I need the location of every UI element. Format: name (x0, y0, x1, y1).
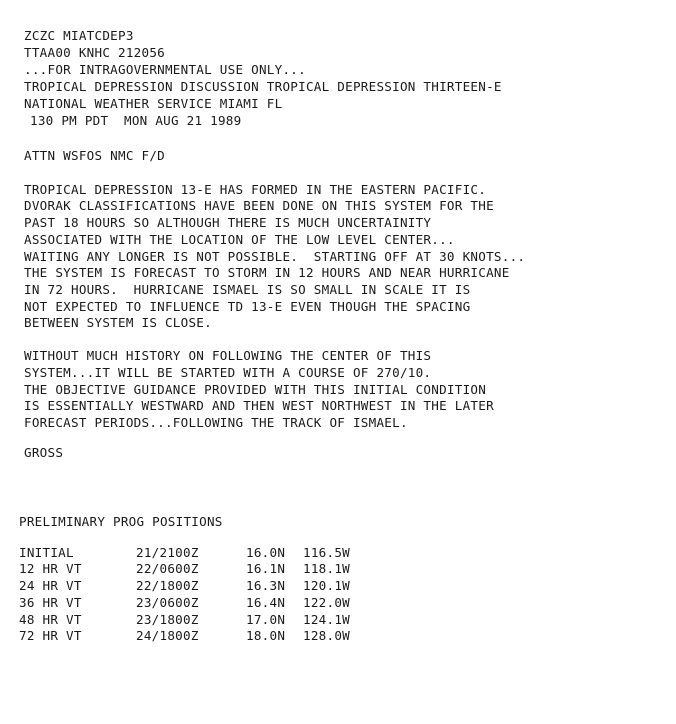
paragraph-line: ASSOCIATED WITH THE LOCATION OF THE LOW LEVEL CENTER... (24, 232, 455, 247)
prog-label: 12 HR VT (19, 561, 82, 576)
prog-lon: 118.1W (303, 561, 350, 576)
attn-line: ATTN WSFOS NMC F/D (24, 148, 165, 163)
paragraph-line: PAST 18 HOURS SO ALTHOUGH THERE IS MUCH UNCERTAINITY (24, 215, 432, 230)
header-line: TTAA00 KNHC 212056 (24, 45, 165, 60)
prog-label: INITIAL (19, 545, 74, 560)
paragraph-line: WAITING ANY LONGER IS NOT POSSIBLE. STARTING OFF AT 30 KNOTS... (24, 249, 526, 264)
paragraph-line: FORECAST PERIODS...FOLLOWING THE TRACK OF ISMAEL. (24, 415, 408, 430)
header-line: ZCZC MIATCDEP3 (24, 28, 134, 43)
header-line: TROPICAL DEPRESSION DISCUSSION TROPICAL DEPRESSION THIRTEEN-E (24, 79, 502, 94)
paragraph-line: BETWEEN SYSTEM IS CLOSE. (24, 315, 212, 330)
prog-row (19, 628, 350, 724)
paragraph-line: THE SYSTEM IS FORECAST TO STORM IN 12 HOURS AND NEAR HURRICANE (24, 265, 510, 280)
paragraph-line: IN 72 HOURS. HURRICANE ISMAEL IS SO SMALL IN SCALE IT IS (24, 282, 471, 297)
prog-lat: 18.0N (246, 628, 286, 643)
prog-label: 36 HR VT (19, 595, 82, 610)
header-line: 130 PM PDT MON AUG 21 1989 (30, 113, 242, 128)
prog-lat: 17.0N (246, 612, 286, 627)
prog-time: 24/1800Z (136, 628, 199, 643)
prog-label: 24 HR VT (19, 578, 82, 593)
prog-time: 23/1800Z (136, 612, 199, 627)
prog-lat: 16.3N (246, 578, 286, 593)
paragraph-line: SYSTEM...IT WILL BE STARTED WITH A COURSE OF 270/10. (24, 365, 432, 380)
prog-label: 72 HR VT (19, 628, 82, 643)
prog-lon: 116.5W (303, 545, 350, 560)
paragraph-line: TROPICAL DEPRESSION 13-E HAS FORMED IN THE EASTERN PACIFIC. (24, 182, 487, 197)
prog-lat: 16.1N (246, 561, 286, 576)
prog-time: 22/1800Z (136, 578, 199, 593)
prog-lon: 120.1W (303, 578, 350, 593)
signature: GROSS (24, 445, 64, 460)
prog-lat: 16.4N (246, 595, 286, 610)
paragraph-line: IS ESSENTIALLY WESTWARD AND THEN WEST NORTHWEST IN THE LATER (24, 398, 494, 413)
prog-label: 48 HR VT (19, 612, 82, 627)
paragraph-line: WITHOUT MUCH HISTORY ON FOLLOWING THE CENTER OF THIS (24, 348, 432, 363)
prog-lon: 128.0W (303, 628, 350, 643)
paragraph-line: NOT EXPECTED TO INFLUENCE TD 13-E EVEN THOUGH THE SPACING (24, 299, 471, 314)
prog-lon: 122.0W (303, 595, 350, 610)
prog-time: 21/2100Z (136, 545, 199, 560)
header-line: ...FOR INTRAGOVERNMENTAL USE ONLY... (24, 62, 306, 77)
header-line: NATIONAL WEATHER SERVICE MIAMI FL (24, 96, 283, 111)
prog-time: 23/0600Z (136, 595, 199, 610)
prog-lat: 16.0N (246, 545, 286, 560)
paragraph-line: DVORAK CLASSIFICATIONS HAVE BEEN DONE ON THIS SYSTEM FOR THE (24, 198, 494, 213)
paragraph-line: THE OBJECTIVE GUIDANCE PROVIDED WITH THIS INITIAL CONDITION (24, 382, 487, 397)
prog-lon: 124.1W (303, 612, 350, 627)
prog-title: PRELIMINARY PROG POSITIONS (19, 514, 223, 529)
prog-time: 22/0600Z (136, 561, 199, 576)
